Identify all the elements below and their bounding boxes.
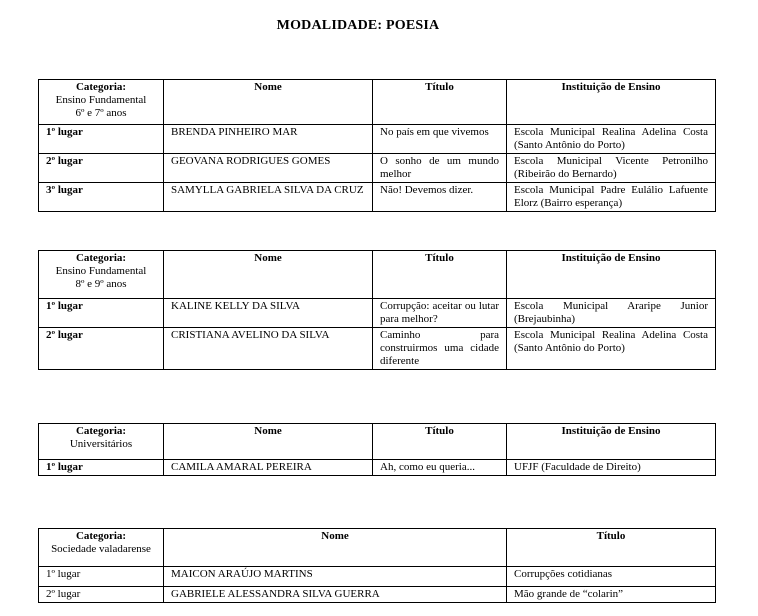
column-header-institution: Instituição de Ensino	[507, 424, 716, 460]
table-row	[39, 587, 716, 603]
table-row	[39, 299, 716, 328]
results-table-universitarios	[38, 423, 716, 476]
category-cell	[39, 424, 164, 460]
title-cell: Caminho para construirmos uma cidade diferente	[373, 328, 507, 370]
place-cell: 1º lugar	[39, 567, 164, 587]
category-line: 6º e 7º anos	[75, 107, 127, 119]
column-header-name: Nome	[164, 424, 373, 460]
title-cell: Mão grande de “colarin”	[507, 587, 716, 603]
table-row	[39, 154, 716, 183]
column-header-title: Título	[373, 424, 507, 460]
table-header-row	[39, 251, 716, 299]
name-cell: GABRIELE ALESSANDRA SILVA GUERRA	[164, 587, 507, 603]
column-header-institution: Instituição de Ensino	[507, 80, 716, 125]
title-cell: Ah, como eu queria...	[373, 460, 507, 476]
table-header-row	[39, 424, 716, 460]
table-header-row	[39, 80, 716, 125]
name-cell: GEOVANA RODRIGUES GOMES	[164, 154, 373, 183]
institution-cell: Escola Municipal Padre Eulálio Lafuente Elorz (Bairro esperança)	[507, 183, 716, 212]
category-cell	[39, 80, 164, 125]
place-cell: 1º lugar	[39, 460, 164, 476]
table-row	[39, 460, 716, 476]
results-table-fundamental-6-7	[38, 79, 716, 212]
column-header-name: Nome	[164, 251, 373, 299]
place-cell: 1º lugar	[39, 125, 164, 154]
name-cell: CRISTIANA AVELINO DA SILVA	[164, 328, 373, 370]
table-row	[39, 328, 716, 370]
name-cell: BRENDA PINHEIRO MAR	[164, 125, 373, 154]
column-header-title: Título	[507, 529, 716, 567]
title-cell: Corrupções cotidianas	[507, 567, 716, 587]
category-label: Categoria:	[75, 252, 127, 264]
category-label: Categoria:	[75, 530, 127, 542]
title-cell: Não! Devemos dizer.	[373, 183, 507, 212]
place-cell: 2º lugar	[39, 328, 164, 370]
table-row	[39, 567, 716, 587]
category-line: Ensino Fundamental	[55, 265, 147, 277]
name-cell: CAMILA AMARAL PEREIRA	[164, 460, 373, 476]
category-line: Universitários	[69, 438, 133, 450]
column-header-title: Título	[373, 251, 507, 299]
place-cell: 3º lugar	[39, 183, 164, 212]
table-row	[39, 125, 716, 154]
name-cell: MAICON ARAÚJO MARTINS	[164, 567, 507, 587]
table-row	[39, 183, 716, 212]
place-cell: 2º lugar	[39, 587, 164, 603]
title-cell: Corrupção: aceitar ou lutar para melhor?	[373, 299, 507, 328]
institution-cell: Escola Municipal Araripe Junior (Brejaubinha)	[507, 299, 716, 328]
column-header-name: Nome	[164, 80, 373, 125]
page-title: MODALIDADE: POESIA	[276, 18, 440, 33]
category-line: 8º e 9º anos	[75, 278, 127, 290]
institution-cell: Escola Municipal Realina Adelina Costa (Santo Antônio do Porto)	[507, 125, 716, 154]
category-line: Ensino Fundamental	[55, 94, 147, 106]
column-header-institution: Instituição de Ensino	[507, 251, 716, 299]
title-cell: No país em que vivemos	[373, 125, 507, 154]
name-cell: KALINE KELLY DA SILVA	[164, 299, 373, 328]
institution-cell: Escola Municipal Vicente Petronilho (Ribeirão do Bernardo)	[507, 154, 716, 183]
table-header-row	[39, 529, 716, 567]
category-line: Sociedade valadarense	[51, 543, 151, 555]
institution-cell: UFJF (Faculdade de Direito)	[507, 460, 716, 476]
institution-cell: Escola Municipal Realina Adelina Costa (Santo Antônio do Porto)	[507, 328, 716, 370]
results-table-fundamental-8-9	[38, 250, 716, 370]
category-label: Categoria:	[75, 425, 127, 437]
name-cell: SAMYLLA GABRIELA SILVA DA CRUZ	[164, 183, 373, 212]
place-cell: 1º lugar	[39, 299, 164, 328]
column-header-name: Nome	[164, 529, 507, 567]
results-table-sociedade-valadarense	[38, 528, 716, 603]
category-cell	[39, 529, 164, 567]
category-label: Categoria:	[75, 81, 127, 93]
category-cell	[39, 251, 164, 299]
column-header-title: Título	[373, 80, 507, 125]
place-cell: 2º lugar	[39, 154, 164, 183]
title-cell: O sonho de um mundo melhor	[373, 154, 507, 183]
